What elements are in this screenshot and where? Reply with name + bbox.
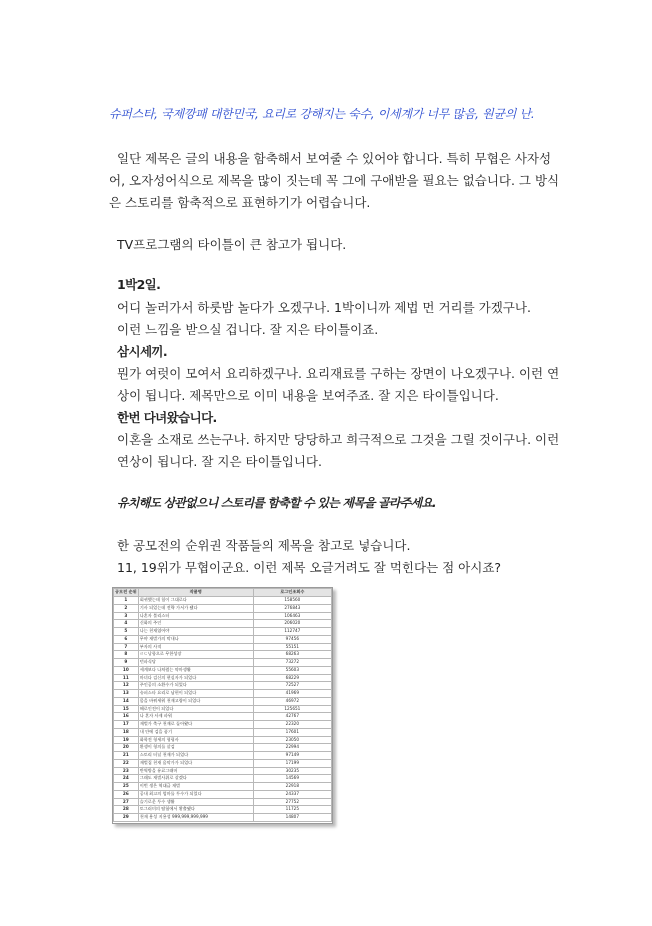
row-rank: 28 bbox=[114, 806, 139, 814]
row-views: 24337 bbox=[253, 790, 331, 798]
row-title: 공내 최고의 엄마를 투수가 되었다 bbox=[138, 790, 253, 798]
table-row bbox=[114, 814, 332, 822]
row-rank: 2 bbox=[114, 604, 139, 612]
table-row bbox=[114, 798, 332, 806]
row-views: 22994 bbox=[253, 744, 331, 752]
row-rank: 17 bbox=[114, 721, 139, 729]
row-views: 158560 bbox=[253, 597, 331, 605]
row-views: 22320 bbox=[253, 721, 331, 729]
para1-line-2: 어, 오자성어식으로 제목을 많이 짓는데 꼭 그에 구애받을 필요는 없습니다. 그 방식 bbox=[109, 173, 560, 188]
row-title: ㄹㄷ낭항으로 무한성장 bbox=[138, 651, 253, 659]
row-title: 회귀했는데 힘이 그대로다 bbox=[138, 597, 253, 605]
para3-line-2: 11, 19위가 무협이군요. 이런 제목 오글거려도 잘 먹힌다는 점 아시죠? bbox=[117, 560, 502, 575]
row-views: 55151 bbox=[253, 643, 331, 651]
table-row bbox=[114, 767, 332, 775]
header-views: 로그인조회수 bbox=[253, 589, 331, 597]
row-rank: 8 bbox=[114, 651, 139, 659]
table-row bbox=[114, 713, 332, 721]
table-body bbox=[114, 597, 332, 822]
example-3-line-2: 연상이 됩니다. 잘 지은 타이틀입니다. bbox=[117, 454, 322, 469]
row-views: 22918 bbox=[253, 783, 331, 791]
row-title: 던파식당 bbox=[138, 659, 253, 667]
table-row bbox=[114, 690, 332, 698]
row-title: 나혼자 불리스터 bbox=[138, 612, 253, 620]
table-row bbox=[114, 736, 332, 744]
row-title: 슈퍼스타 요리로 남편이 되었다 bbox=[138, 690, 253, 698]
row-views: 27752 bbox=[253, 798, 331, 806]
table-row bbox=[114, 674, 332, 682]
row-title: 환생이 형의를 살검 bbox=[138, 744, 253, 752]
row-rank: 26 bbox=[114, 790, 139, 798]
row-views: 72527 bbox=[253, 682, 331, 690]
row-views: 97149 bbox=[253, 752, 331, 760]
example-title-1: 1박2일. bbox=[117, 277, 161, 292]
row-rank: 16 bbox=[114, 713, 139, 721]
example-2-line-2: 상이 됩니다. 제목만으로 이미 내용을 보여주죠. 잘 지은 타이틀입니다. bbox=[117, 388, 499, 403]
row-views: 97456 bbox=[253, 635, 331, 643]
table-row bbox=[114, 666, 332, 674]
row-rank: 3 bbox=[114, 612, 139, 620]
row-rank: 13 bbox=[114, 690, 139, 698]
row-views: 276843 bbox=[253, 604, 331, 612]
row-rank: 12 bbox=[114, 682, 139, 690]
row-rank: 1 bbox=[114, 597, 139, 605]
table-row bbox=[114, 744, 332, 752]
row-title: 세계보다 나처럼는 약마생활 bbox=[138, 666, 253, 674]
row-views: 73272 bbox=[253, 659, 331, 667]
table-row bbox=[114, 635, 332, 643]
table-row bbox=[114, 682, 332, 690]
row-views: 23050 bbox=[253, 736, 331, 744]
row-views: 14569 bbox=[253, 775, 331, 783]
row-rank: 23 bbox=[114, 767, 139, 775]
header-rank: 공모전 순위 bbox=[114, 589, 139, 597]
table-row bbox=[114, 759, 332, 767]
row-title: 나 혼자 사제 파워 bbox=[138, 713, 253, 721]
table-row bbox=[114, 628, 332, 636]
row-title: 기사 되었는데 전략 가서가 됐다 bbox=[138, 604, 253, 612]
row-title: 내 안에 검을 품기 bbox=[138, 728, 253, 736]
para1-line-1: 일단 제목은 글의 내용을 함축해서 보여줄 수 있어야 합니다. 특히 무협은 사자성 bbox=[117, 151, 552, 166]
ranking-table bbox=[113, 588, 332, 822]
row-rank: 18 bbox=[114, 728, 139, 736]
table-row bbox=[114, 697, 332, 705]
row-title: 재벌가 축구 천재로 돌아왔다 bbox=[138, 721, 253, 729]
para2: TV프로그램의 타이틀이 큰 참고가 됩니다. bbox=[117, 237, 347, 252]
table-row bbox=[114, 604, 332, 612]
blue-heading: 슈퍼스타, 국제깡패 대한민국, 요리로 강해지는 숙수, 이세계가 너무 많음, 원균의 난. bbox=[109, 107, 535, 121]
para1-line-3: 은 스토리를 함축적으로 표현하기가 어렵습니다. bbox=[109, 195, 371, 210]
row-views: 14807 bbox=[253, 814, 331, 822]
example-title-3: 한번 다녀왔습니다. bbox=[117, 410, 217, 425]
row-title: 그래도 재벌사위로 살겠다 bbox=[138, 775, 253, 783]
row-rank: 14 bbox=[114, 697, 139, 705]
row-views: 112747 bbox=[253, 628, 331, 636]
row-views: 55603 bbox=[253, 666, 331, 674]
row-title: 부자의 사적 bbox=[138, 643, 253, 651]
row-rank: 20 bbox=[114, 744, 139, 752]
row-views: 125651 bbox=[253, 705, 331, 713]
row-title: 무야 재벌가의 막내나 bbox=[138, 635, 253, 643]
row-title: 토그러미의 탐험에서 황출됐다 bbox=[138, 806, 253, 814]
row-title: 화학전 형세의 형평사 bbox=[138, 736, 253, 744]
example-3-line-1: 이혼을 소재로 쓰는구나. 하지만 당당하고 희극적으로 그것을 그릴 것이구나. 이런 bbox=[117, 432, 560, 447]
para3-line-1: 한 공모전의 순위권 작품들의 제목을 참고로 넣습니다. bbox=[117, 538, 411, 553]
row-title: 나는 천재였어야 bbox=[138, 628, 253, 636]
row-title: 해로인전이 되었다 bbox=[138, 705, 253, 713]
example-1-line-2: 이런 느낌을 받으실 겁니다. 잘 지은 타이틀이죠. bbox=[117, 322, 379, 337]
example-2-line-1: 뭔가 여럿이 모여서 요리하겠구나. 요리재료를 구하는 장면이 나오겠구나. 이런 연 bbox=[117, 366, 560, 381]
row-title: 주인공의 소환수가 되었다 bbox=[138, 682, 253, 690]
row-views: 106463 bbox=[253, 612, 331, 620]
row-rank: 7 bbox=[114, 643, 139, 651]
row-rank: 6 bbox=[114, 635, 139, 643]
row-views: 17199 bbox=[253, 759, 331, 767]
table-row bbox=[114, 597, 332, 605]
table-header-row bbox=[114, 589, 332, 597]
row-views: 46972 bbox=[253, 697, 331, 705]
table-row bbox=[114, 643, 332, 651]
row-views: 30235 bbox=[253, 767, 331, 775]
table-row bbox=[114, 705, 332, 713]
row-title: 재벌집 천재 음악가가 되었다 bbox=[138, 759, 253, 767]
header-title: 작품명 bbox=[138, 589, 253, 597]
table-row bbox=[114, 659, 332, 667]
row-title: 신화의 주인 bbox=[138, 620, 253, 628]
row-rank: 9 bbox=[114, 659, 139, 667]
row-views: 11725 bbox=[253, 806, 331, 814]
row-rank: 29 bbox=[114, 814, 139, 822]
row-title: 마녀다 검신의 현실자가 되었다 bbox=[138, 674, 253, 682]
row-rank: 25 bbox=[114, 783, 139, 791]
table-row bbox=[114, 806, 332, 814]
row-rank: 21 bbox=[114, 752, 139, 760]
row-views: 41969 bbox=[253, 690, 331, 698]
table-row bbox=[114, 728, 332, 736]
emphasis-line: 유치해도 상관없으니 스토리를 함축할 수 있는 제목을 골라주세요. bbox=[117, 496, 436, 510]
row-title: 반역방을 유료그래머 bbox=[138, 767, 253, 775]
row-rank: 5 bbox=[114, 628, 139, 636]
row-title: 스토리 터널 천재가 되었다 bbox=[138, 752, 253, 760]
table-row bbox=[114, 783, 332, 791]
ranking-table-image bbox=[112, 587, 333, 824]
row-views: 42767 bbox=[253, 713, 331, 721]
table-row bbox=[114, 775, 332, 783]
row-rank: 22 bbox=[114, 759, 139, 767]
row-rank: 11 bbox=[114, 674, 139, 682]
table-row bbox=[114, 721, 332, 729]
table-row bbox=[114, 790, 332, 798]
row-views: 68229 bbox=[253, 674, 331, 682]
row-title: 몸을 바꿔세워 천재고량이 되었다 bbox=[138, 697, 253, 705]
row-rank: 15 bbox=[114, 705, 139, 713]
row-rank: 24 bbox=[114, 775, 139, 783]
example-1-line-1: 어디 놀러가서 하룻밤 놀다가 오겠구나. 1박이니까 제법 먼 거리를 가겠구나. bbox=[117, 300, 531, 315]
row-views: 17601 bbox=[253, 728, 331, 736]
row-views: 206020 bbox=[253, 620, 331, 628]
table-row bbox=[114, 620, 332, 628]
example-title-2: 삼시세끼. bbox=[117, 344, 168, 359]
table-row bbox=[114, 752, 332, 760]
row-rank: 19 bbox=[114, 736, 139, 744]
table-row bbox=[114, 612, 332, 620]
row-rank: 4 bbox=[114, 620, 139, 628]
row-title: 천재 용성 지용성 999,999,999,999 bbox=[138, 814, 253, 822]
row-rank: 27 bbox=[114, 798, 139, 806]
row-title: 슬기로운 투수 생활 bbox=[138, 798, 253, 806]
row-rank: 10 bbox=[114, 666, 139, 674]
table-row bbox=[114, 651, 332, 659]
row-views: 68263 bbox=[253, 651, 331, 659]
row-title: 이번 생은 역대급 재벌 bbox=[138, 783, 253, 791]
